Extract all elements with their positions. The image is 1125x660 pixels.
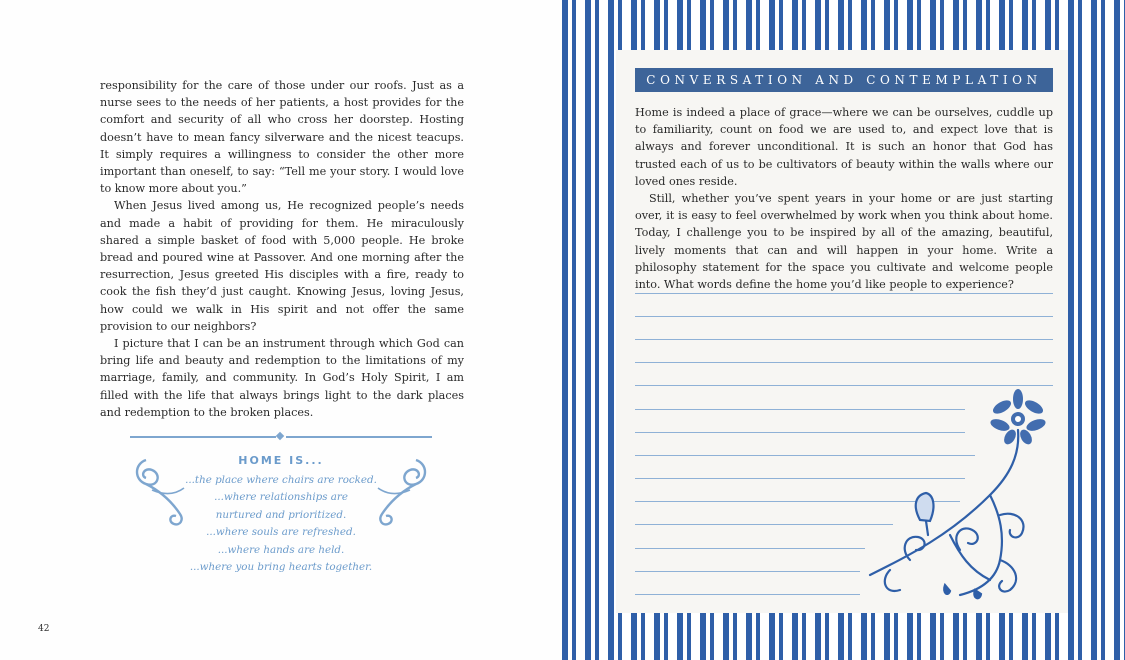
section-banner bbox=[635, 68, 1053, 92]
home-is-line: ...the place where chairs are rocked. bbox=[185, 474, 377, 486]
left-paragraph-1: responsibility for the care of those under our roofs. Just as a nurse sees to the needs of her patients, a host provides for the comfort and security of all who cross her doorstep. Hosting doesn’t have to mean fancy silverware and the nicest teacups. It simply requires a willingness to consider the other more important than oneself, to say: “Tell me your story. I would love to know more about you.” bbox=[100, 79, 464, 196]
right-paragraph-1: Home is indeed a place of grace—where we can be ourselves, cuddle up to familiarity, count on food we are used to, and expect love that is always and forever unconditional. It is such an honor that God has trusted each of us to be cultivators of beauty within the walls where our loved ones reside. bbox=[635, 106, 1053, 188]
left-paragraph-3: I picture that I can be an instrument through which God can bring life and beauty and redemption to the limitations of my marriage, family, and community. In God’s Holy Spirit, I am filled with the life that always brings light to the dark places and redemption to the broken places. bbox=[100, 337, 464, 419]
home-is-line: ...where hands are held. bbox=[217, 543, 345, 556]
right-body-text bbox=[635, 104, 1053, 293]
writing-line bbox=[635, 571, 860, 572]
left-page bbox=[0, 0, 562, 660]
writing-line bbox=[635, 293, 1053, 294]
home-is-heading: HOME IS... bbox=[238, 454, 324, 467]
home-is-callout bbox=[118, 420, 444, 590]
floral-illustration-icon bbox=[850, 385, 1070, 615]
left-paragraph-2: When Jesus lived among us, He recognized people’s needs and made a habit of providing for them. He miraculously shared a simple basket of food with 5,000 people. He broke bread and poured wine at Passover. And one morning after the resurrection, Jesus greeted His disciples with a fire, ready to cook the fish they’d just caught. Knowing Jesus, loving Jesus, how could we walk in His spirit and not offer the same provision to our neighbors? bbox=[100, 199, 464, 333]
section-banner-title: CONVERSATION AND CONTEMPLATION bbox=[646, 73, 1042, 87]
writing-line bbox=[635, 316, 1053, 317]
writing-line bbox=[635, 594, 860, 595]
home-is-line: ...where souls are refreshed. bbox=[206, 526, 356, 539]
home-is-lines bbox=[118, 472, 444, 576]
home-is-line: ...where relationships are bbox=[214, 491, 348, 504]
left-body-text bbox=[100, 77, 464, 421]
home-is-line: ...where you bring hearts together. bbox=[189, 561, 373, 574]
callout-rule-diamond bbox=[276, 432, 284, 440]
right-paragraph-2: Still, whether you’ve spent years in your home or are just starting over, it is easy to feel overwhelmed by work when you think about home. Today, I challenge you to be inspired by all of the amazing, beautiful, lively moments that can and will happen in your home. Write a philosophy statement for the space you cultivate and welcome people into. What words define the home you’d like people to experience? bbox=[635, 192, 1053, 292]
writing-line bbox=[635, 339, 1053, 340]
home-is-line: nurtured and prioritized. bbox=[215, 508, 347, 521]
writing-line bbox=[635, 362, 1053, 363]
callout-rule-left bbox=[130, 436, 276, 438]
callout-rule-right bbox=[286, 436, 432, 438]
writing-line bbox=[635, 548, 865, 549]
page-number: 42 bbox=[38, 624, 50, 634]
